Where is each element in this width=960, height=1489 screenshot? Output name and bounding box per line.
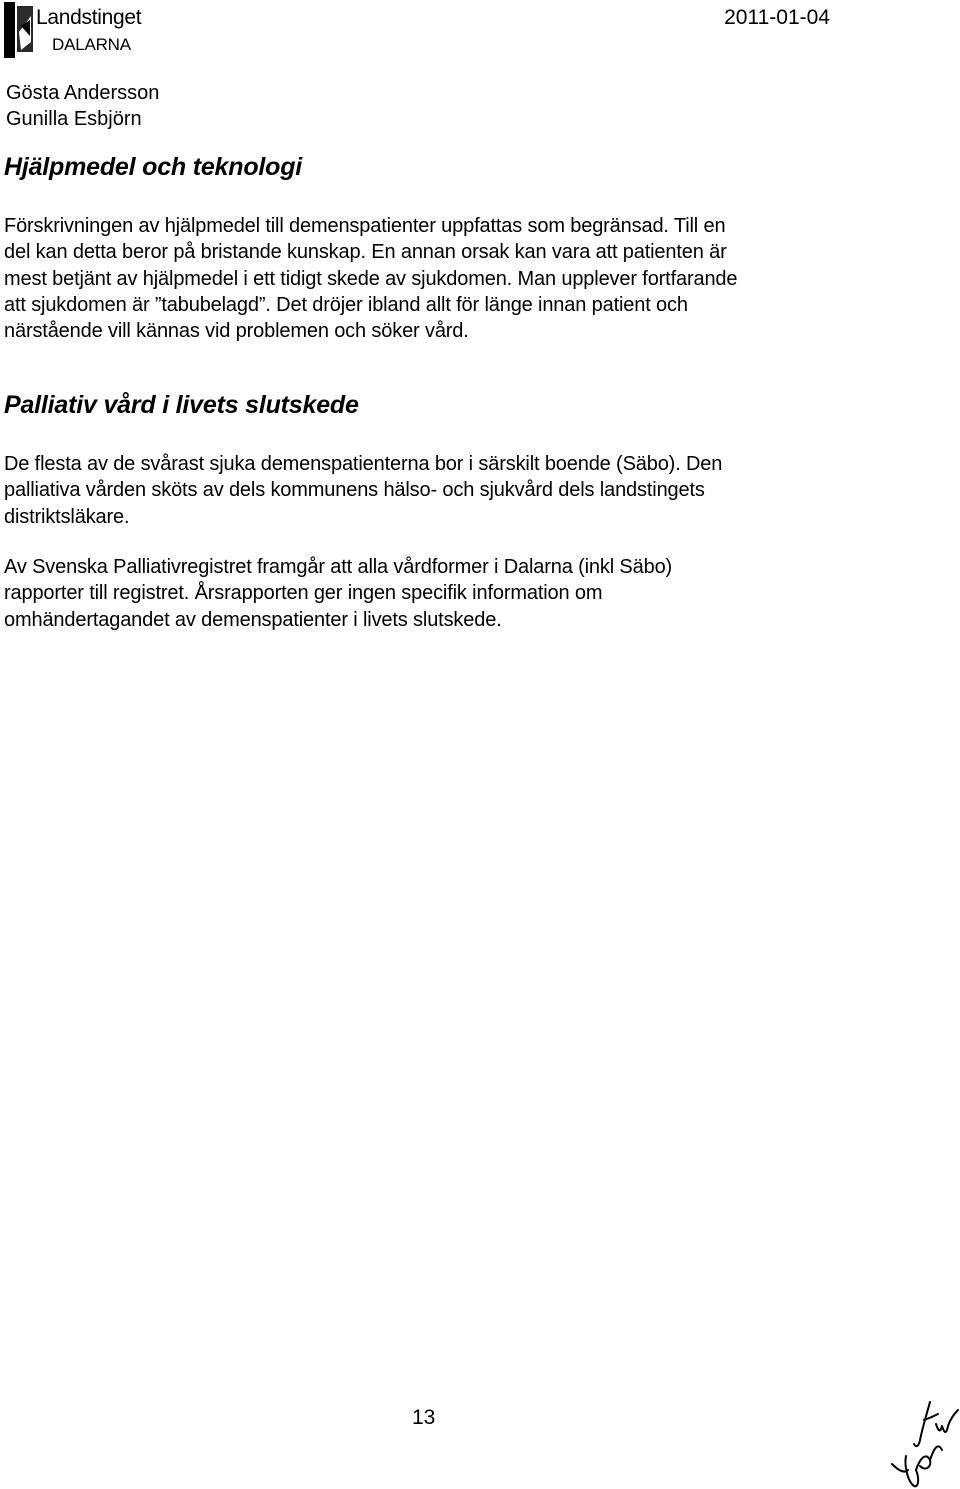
handwritten-initials-signature bbox=[886, 1396, 960, 1488]
paragraph-line: att sjukdomen är ”tabubelagd”. Det dröjer ibland allt för länge innan patient och bbox=[4, 293, 688, 316]
paragraph-line: mest betjänt av hjälpmedel i ett tidigt skede av sjukdomen. Man upplever fortfarande bbox=[4, 267, 738, 290]
paragraph-line: omhändertagandet av demenspatienter i livets slutskede. bbox=[4, 608, 502, 631]
paragraph-line: De flesta av de svårast sjuka demenspatienterna bor i särskilt boende (Säbo). Den bbox=[4, 453, 723, 475]
organization-region: DALARNA bbox=[52, 35, 131, 54]
paragraph-line: Förskrivningen av hjälpmedel till demenspatienter uppfattas som begränsad. Till en bbox=[4, 215, 726, 237]
landstinget-logo bbox=[4, 2, 204, 58]
author-list bbox=[6, 80, 159, 132]
section-heading-palliativ-vard: Palliativ vård i livets slutskede bbox=[4, 391, 359, 419]
section-heading-hjalpmedel: Hjälpmedel och teknologi bbox=[4, 153, 303, 181]
paragraph-line: palliativa vården sköts av dels kommunens hälso- och sjukvård dels landstingets bbox=[4, 479, 705, 502]
author-name: Gösta Andersson bbox=[6, 82, 160, 104]
document-date: 2011-01-04 bbox=[724, 6, 830, 29]
paragraph-line: närstående vill kännas vid problemen och söker vård. bbox=[4, 320, 469, 343]
paragraph-line: Av Svenska Palliativregistret framgår att alla vårdformer i Dalarna (inkl Säbo) bbox=[4, 556, 673, 578]
paragraph-line: distriktsläkare. bbox=[4, 505, 130, 528]
paragraph bbox=[4, 554, 854, 633]
author-name: Gunilla Esbjörn bbox=[6, 108, 142, 130]
paragraph-line: del kan detta beror på bristande kunskap. En annan orsak kan vara att patienten är bbox=[4, 241, 727, 264]
paragraph bbox=[4, 451, 854, 530]
organization-name: Landstinget bbox=[36, 6, 142, 29]
logo-mark-icon bbox=[4, 2, 34, 58]
paragraph bbox=[4, 213, 854, 344]
page-number: 13 bbox=[412, 1406, 436, 1429]
paragraph-line: rapporter till registret. Årsrapporten ger ingen specifik information om bbox=[4, 582, 603, 605]
